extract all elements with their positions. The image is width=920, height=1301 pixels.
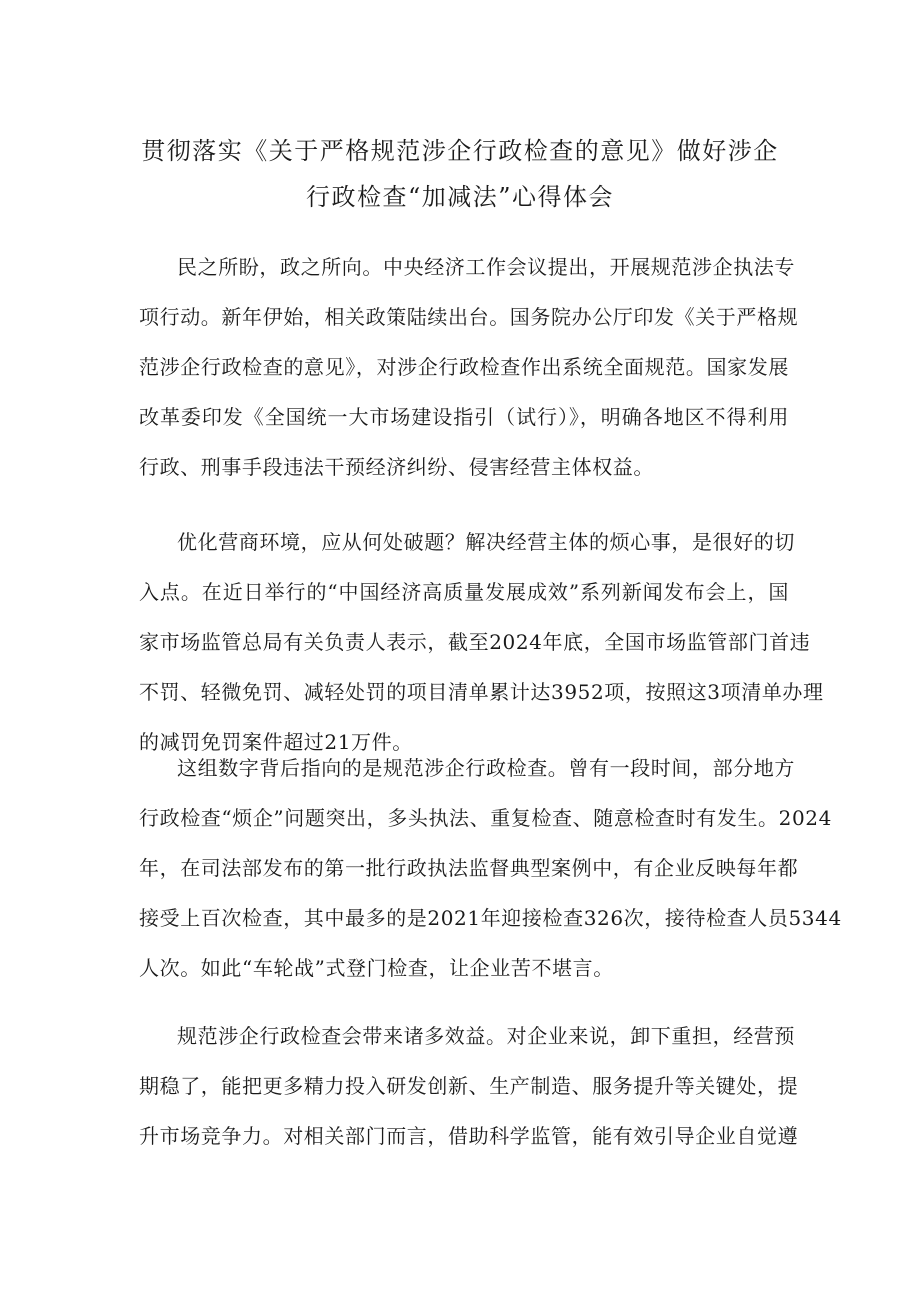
paragraph-line: 不罚、轻微免罚、减轻处罚的项目清单累计达3952项，按照这3项清单办理 <box>139 680 824 704</box>
paragraph-line: 这组数字背后指向的是规范涉企行政检查。曾有一段时间，部分地方 <box>177 756 795 780</box>
paragraph-line: 年，在司法部发布的第一批行政执法监督典型案例中，有企业反映每年都 <box>139 856 799 880</box>
paragraph-line: 升市场竞争力。对相关部门而言，借助科学监管，能有效引导企业自觉遵 <box>139 1124 799 1148</box>
paragraph-line: 优化营商环境，应从何处破题？解决经营主体的烦心事，是很好的切 <box>177 530 795 554</box>
paragraph-line: 的减罚免罚案件超过21万件。 <box>139 730 413 754</box>
paragraph-4 <box>139 1011 799 1161</box>
paragraph-1 <box>139 242 799 492</box>
paragraph-line: 接受上百次检查，其中最多的是2021年迎接检查326次，接待检查人员5344 <box>139 906 842 930</box>
paragraph-line: 入点。在近日举行的“中国经济高质量发展成效”系列新闻发布会上，国 <box>139 580 789 604</box>
paragraph-line: 项行动。新年伊始，相关政策陆续出台。国务院办公厅印发《关于严格规 <box>139 305 799 329</box>
paragraph-line: 民之所盼，政之所向。中央经济工作会议提出，开展规范涉企执法专 <box>177 255 795 279</box>
document-title-line-2: 行政检查“加减法”心得体会 <box>305 183 615 211</box>
paragraph-line: 行政、刑事手段违法干预经济纠纷、侵害经营主体权益。 <box>139 455 654 479</box>
paragraph-line: 行政检查“烦企”问题突出，多头执法、重复检查、随意检查时有发生。2024 <box>139 806 832 830</box>
paragraph-line: 期稳了，能把更多精力投入研发创新、生产制造、服务提升等关键处，提 <box>139 1074 799 1098</box>
document-title-line-1: 贯彻落实《关于严格规范涉企行政检查的意见》做好涉企 <box>141 137 779 165</box>
paragraph-line: 改革委印发《全国统一大市场建设指引（试行）》，明确各地区不得利用 <box>139 405 789 429</box>
paragraph-2 <box>139 517 824 767</box>
paragraph-line: 人次。如此“车轮战”式登门检查，让企业苦不堪言。 <box>139 956 614 980</box>
paragraph-line: 家市场监管总局有关负责人表示，截至2024年底，全国市场监管部门首违 <box>139 630 811 654</box>
paragraph-line: 范涉企行政检查的意见》，对涉企行政检查作出系统全面规范。国家发展 <box>139 355 789 379</box>
paragraph-line: 规范涉企行政检查会带来诸多效益。对企业来说，卸下重担，经营预 <box>177 1024 795 1048</box>
paragraph-3 <box>139 743 842 993</box>
